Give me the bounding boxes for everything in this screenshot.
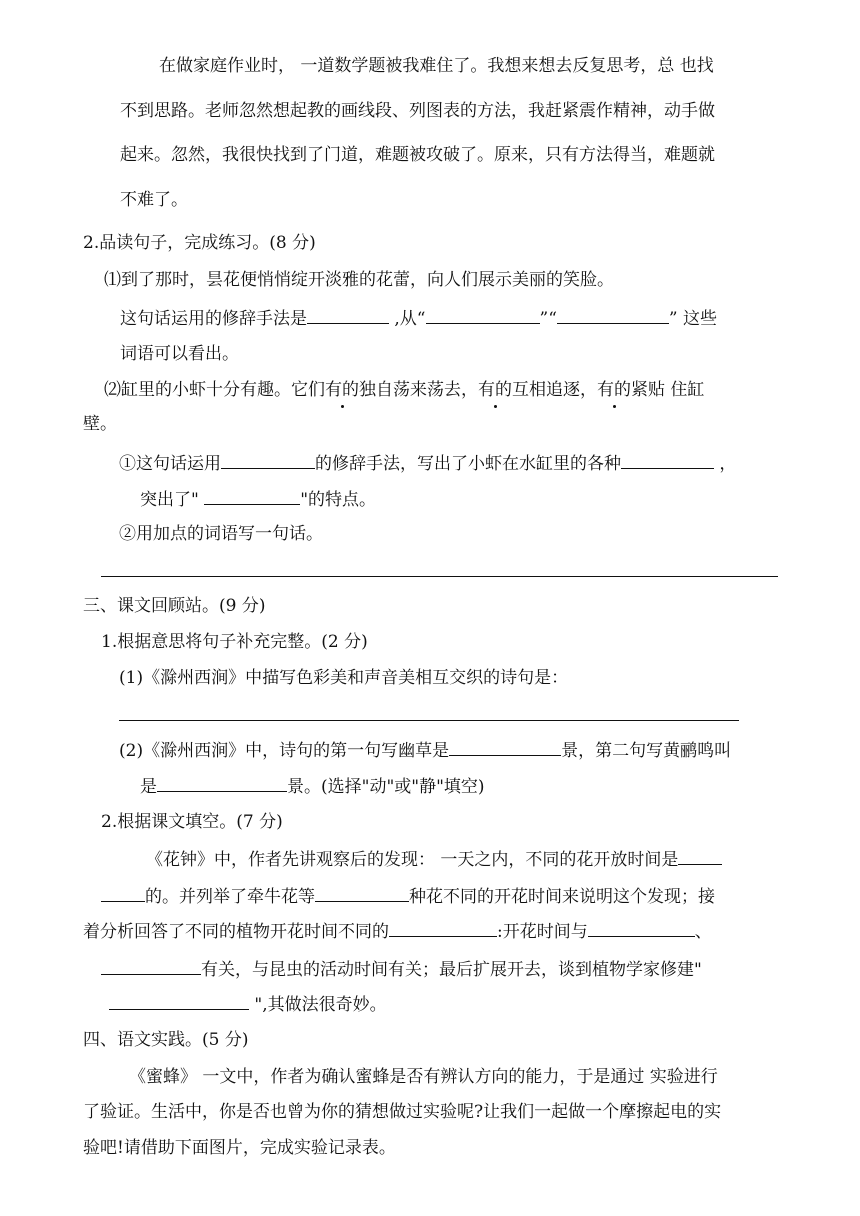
sub-question-1: ①这句话运用 的修辞手法，写出了小虾在水缸里的各种 ， bbox=[119, 450, 736, 476]
answer-blank[interactable] bbox=[449, 737, 561, 756]
answer-blank[interactable] bbox=[157, 773, 287, 792]
answer-blank[interactable] bbox=[315, 883, 409, 902]
sentence-2-cont: 壁。 bbox=[83, 414, 117, 434]
answer-blank[interactable] bbox=[557, 305, 669, 324]
answer-blank[interactable] bbox=[101, 956, 201, 975]
answer-line[interactable] bbox=[119, 720, 739, 721]
sentence-1-question-cont: 词语可以看出。 bbox=[120, 344, 239, 364]
para-line: 在做家庭作业时， 一道数学题被我难住了。我想来想去反复思考，总 也找 bbox=[159, 56, 714, 76]
para-line: 了验证。生活中，你是否也曾为你的猜想做过实验呢?让我们一起做一个摩擦起电的实 bbox=[83, 1102, 722, 1122]
section-title: 三、课文回顾站。(9 分) bbox=[83, 596, 266, 616]
para-line: 验吧!请借助下面图片，完成实验记录表。 bbox=[83, 1138, 396, 1158]
fill-line: ",其做法很奇妙。 bbox=[109, 991, 387, 1017]
answer-blank[interactable] bbox=[109, 991, 249, 1010]
dotted-word: 有的 bbox=[597, 380, 631, 400]
answer-blank[interactable] bbox=[307, 305, 389, 324]
question-title: 2.品读句子，完成练习。(8 分) bbox=[83, 233, 316, 253]
para-line: 起来。忽然，我很快找到了门道，难题被攻破了。原来，只有方法得当，难题就 bbox=[120, 145, 715, 165]
answer-blank[interactable] bbox=[101, 883, 145, 902]
sentence-2: ⑵缸里的小虾十分有趣。它们有的独自荡来荡去，有的互相追逐，有的紧贴 住缸 bbox=[104, 380, 705, 400]
answer-blank[interactable] bbox=[621, 450, 714, 469]
sub-question-2: ②用加点的词语写一句话。 bbox=[119, 524, 323, 544]
dotted-word: 有的 bbox=[325, 380, 359, 400]
para-line: 不难了。 bbox=[120, 190, 188, 210]
section-title: 四、语文实践。(5 分) bbox=[83, 1030, 249, 1050]
question-text: (2)《滁州西涧》中，诗句的第一句写幽草是 景，第二句写黄鹂鸣叫 bbox=[119, 737, 731, 763]
question-title: 1.根据意思将句子补充完整。(2 分) bbox=[101, 632, 368, 652]
answer-blank[interactable] bbox=[221, 450, 315, 469]
answer-blank[interactable] bbox=[678, 846, 722, 865]
para-line: 不到思路。老师忽然想起教的画线段、列图表的方法，我赶紧震作精神，动手做 bbox=[120, 101, 715, 121]
dotted-word: 有的 bbox=[478, 380, 512, 400]
answer-blank[interactable] bbox=[588, 918, 695, 937]
fill-line: 着分析回答了不同的植物开花时间不同的 :开花时间与 、 bbox=[83, 918, 712, 944]
sentence-1: ⑴到了那时，昙花便悄悄绽开淡雅的花蕾，向人们展示美丽的笑脸。 bbox=[104, 270, 614, 290]
sub-question-1-cont: 突出了" "的特点。 bbox=[140, 486, 376, 512]
question-title: 2.根据课文填空。(7 分) bbox=[101, 812, 283, 832]
para-line: 《蜜蜂》 一文中，作者为确认蜜蜂是否有辨认方向的能力，于是通过 实验进行 bbox=[129, 1067, 718, 1087]
question-text: (1)《滁州西涧》中描写色彩美和声音美相互交织的诗句是： bbox=[119, 668, 569, 688]
answer-line[interactable] bbox=[101, 576, 778, 577]
fill-line: 有关，与昆虫的活动时间有关；最后扩展开去，谈到植物学家修建" bbox=[101, 956, 702, 982]
fill-line: 的。并列举了牵牛花等 种花不同的开花时间来说明这个发现；接 bbox=[101, 883, 715, 909]
question-text-cont: 是 景。(选择"动"或"静"填空) bbox=[140, 773, 485, 799]
answer-blank[interactable] bbox=[389, 918, 497, 937]
fill-line: 《花钟》中，作者先讲观察后的发现： 一天之内，不同的花开放时间是 bbox=[146, 846, 722, 872]
sentence-1-question: 这句话运用的修辞手法是 ,从“ ”“ ” 这些 bbox=[120, 305, 717, 331]
answer-blank[interactable] bbox=[204, 486, 300, 505]
answer-blank[interactable] bbox=[426, 305, 540, 324]
